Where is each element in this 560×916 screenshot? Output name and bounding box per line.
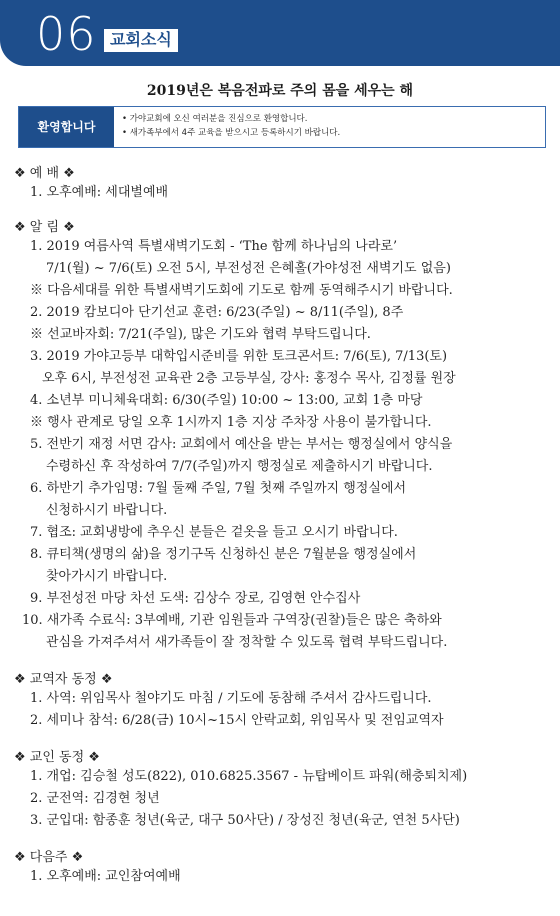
next-week-line: 1. 오후예배: 교인참여예배 [30, 869, 181, 884]
section-title: 교회소식 [104, 29, 178, 52]
section-number: 06 [36, 7, 97, 61]
notice-line: 6. 하반기 추가임명: 7월 둘째 주일, 7월 첫째 주일까지 행정실에서 [30, 481, 407, 496]
member-news-line: 2. 군전역: 김경현 청년 [30, 791, 160, 806]
section-heading-next-week: ❖ 다음주 ❖ [14, 850, 84, 865]
year-theme-title: 2019년은 복음전파로 주의 몸을 세우는 해 [146, 83, 414, 99]
member-news-line: 3. 군입대: 함종훈 청년(육군, 대구 50사단) / 장성진 청년(육군, 연천 5사단) [30, 813, 460, 828]
notice-line: ※ 행사 관계로 당일 오후 1시까지 1층 지상 주차장 사용이 불가합니다. [30, 415, 432, 430]
notice-line: 찾아가시기 바랍니다. [46, 569, 168, 584]
notice-line: 10. 새가족 수료식: 3부예배, 기관 임원들과 구역장(권찰)들은 많은 축하와 [22, 613, 442, 628]
section-heading-notices: ❖ 알 림 ❖ [14, 220, 75, 235]
notice-line: 4. 소년부 미니체육대회: 6/30(주일) 10:00 ~ 13:00, 교회 1층 마당 [30, 393, 423, 408]
section-heading-members: ❖ 교인 동정 ❖ [14, 750, 100, 765]
pastor-news-line: 1. 사역: 위임목사 철야기도 마침 / 기도에 동참해 주셔서 감사드립니다. [30, 691, 432, 706]
welcome-line: • 새가족부에서 4주 교육을 받으시고 등록하시기 바랍니다. [122, 126, 340, 140]
notice-line: 오후 6시, 부전성전 교육관 2층 고등부실, 강사: 홍정수 목사, 김정률 원장 [42, 371, 456, 386]
welcome-text [122, 112, 340, 140]
notice-line: 신청하시기 바랍니다. [46, 503, 168, 518]
notice-line: 5. 전반기 재정 서면 감사: 교회에서 예산을 받는 부서는 행정실에서 양식을 [30, 437, 453, 452]
notice-line: ※ 선교바자회: 7/21(주일), 많은 기도와 협력 부탁드립니다. [30, 327, 371, 342]
pastor-news-line: 2. 세미나 참석: 6/28(금) 10시~15시 안락교회, 위임목사 및 전임교역자 [30, 713, 444, 728]
notice-line: 7/1(월) ~ 7/6(토) 오전 5시, 부전성전 은혜홀(가야성전 새벽기도 없음) [46, 261, 451, 276]
section-heading-worship: ❖ 예 배 ❖ [14, 166, 75, 181]
notice-line: 2. 2019 캄보디아 단기선교 훈련: 6/23(주일) ~ 8/11(주일), 8주 [30, 305, 404, 320]
notice-line: ※ 다음세대를 위한 특별새벽기도회에 기도로 함께 동역해주시기 바랍니다. [30, 283, 453, 298]
section-header [0, 0, 560, 66]
notice-line: 3. 2019 가야고등부 대학입시준비를 위한 토크콘서트: 7/6(토), 7/13(토) [30, 349, 448, 364]
welcome-box [18, 106, 546, 148]
notice-line: 7. 협조: 교회냉방에 추우신 분들은 겉옷을 들고 오시기 바랍니다. [30, 525, 398, 540]
notice-line: 관심을 가져주셔서 새가족들이 잘 정착할 수 있도록 협력 부탁드립니다. [46, 635, 448, 650]
welcome-line: • 가야교회에 오신 여러분을 진심으로 환영합니다. [122, 112, 340, 126]
notice-line: 9. 부전성전 마당 차선 도색: 김상수 장로, 김영현 안수집사 [30, 591, 361, 606]
member-news-line: 1. 개업: 김승철 성도(822), 010.6825.3567 - 뉴탑베이트 파워(해충퇴치제) [30, 769, 468, 784]
worship-line: 1. 오후예배: 세대별예배 [30, 185, 169, 200]
notice-line: 1. 2019 여름사역 특별새벽기도회 - ‘The 함께 하나님의 나라로’ [30, 239, 398, 254]
section-heading-pastors: ❖ 교역자 동정 ❖ [14, 672, 113, 687]
welcome-label: 환영합니다 [19, 107, 114, 147]
notice-line: 수령하신 후 작성하여 7/7(주일)까지 행정실로 제출하시기 바랍니다. [46, 459, 433, 474]
notice-line: 8. 큐티책(생명의 삶)을 정기구독 신청하신 분은 7월분을 행정실에서 [30, 547, 417, 562]
